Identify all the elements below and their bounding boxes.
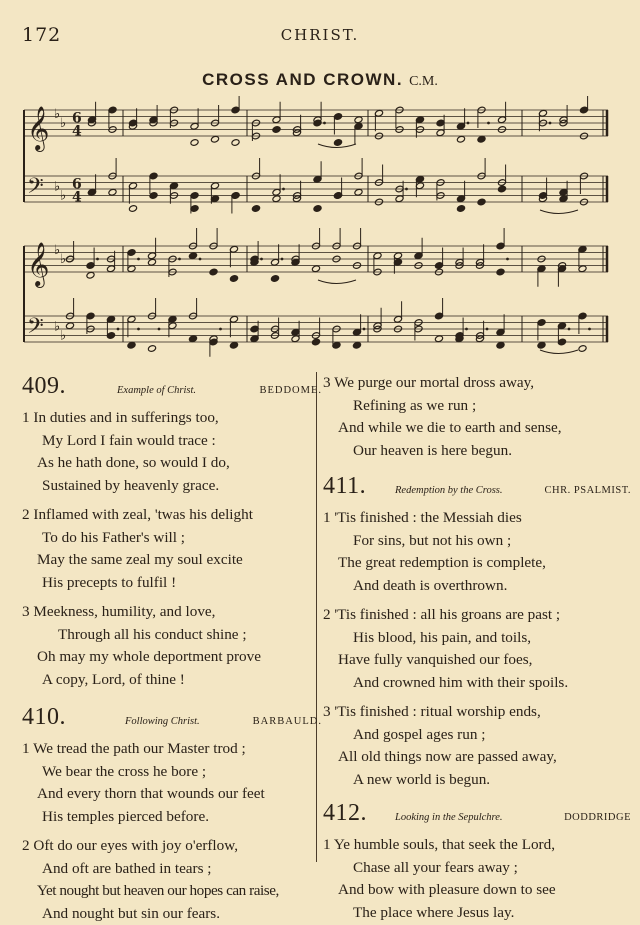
verse-line: His precepts to fulfil !: [22, 572, 322, 595]
stanza: [323, 701, 623, 791]
tune-name: CROSS AND CROWN.: [202, 70, 403, 89]
right-column: [323, 372, 623, 924]
augmentation-dot: [260, 258, 263, 261]
note-head: [496, 341, 505, 349]
verse-line: And oft are bathed in tears ;: [22, 858, 322, 881]
hymn-number: 412.: [323, 800, 367, 827]
stanza: [323, 604, 623, 694]
verse-line: 2 Oft do our eyes with joy o'erflow,: [22, 835, 322, 858]
slur: [540, 210, 578, 214]
verse-line: To do his Father's will ;: [22, 527, 322, 550]
hymn-subject: Looking in the Sepulchre.: [395, 812, 503, 823]
augmentation-dot: [467, 122, 470, 125]
verse-line: May the same zeal my soul excite: [22, 549, 322, 572]
verse-line: 3 Meekness, humility, and love,: [22, 601, 322, 624]
verse-line: 2 Inflamed with zeal, 'twas his delight: [22, 504, 322, 527]
verse-line: Refining as we run ;: [323, 395, 623, 418]
note-head: [334, 192, 343, 200]
flat-sign: ♭: [54, 107, 60, 122]
verse-line: Sustained by heavenly grace.: [22, 475, 322, 498]
augmentation-dot: [137, 258, 140, 261]
note-head: [477, 198, 486, 206]
augmentation-dot: [506, 258, 509, 261]
verse-line: A copy, Lord, of thine !: [22, 669, 322, 692]
note-head: [435, 335, 444, 343]
augmentation-dot: [486, 328, 489, 331]
verse-line: 3 'Tis finished : ritual worship ends,: [323, 701, 623, 724]
note-head: [148, 258, 157, 266]
augmentation-dot: [405, 188, 408, 191]
hymn-author: BEDDOME.: [259, 385, 322, 396]
hymn-author: CHR. PSALMIST.: [545, 485, 631, 496]
verse-line: Through all his conduct shine ;: [22, 624, 322, 647]
augmentation-dot: [137, 328, 140, 331]
flat-sign: ♭: [54, 319, 60, 334]
flat-sign: ♭: [54, 179, 60, 194]
slur: [540, 350, 578, 354]
hymn-number: 411.: [323, 473, 366, 500]
hymn-subject: Redemption by the Cross.: [395, 485, 503, 496]
stanza: [22, 601, 322, 691]
hymn-410-header: [22, 701, 322, 731]
note-head: [189, 335, 198, 343]
hymn-number: 409.: [22, 373, 66, 400]
verse-line: And crowned him with their spoils.: [323, 672, 623, 695]
stanza: [22, 504, 322, 594]
note-head: [354, 116, 363, 124]
flat-sign: ♭: [60, 328, 66, 343]
stanza: [22, 835, 322, 925]
note-head: [457, 205, 466, 213]
augmentation-dot: [199, 258, 202, 261]
verse-line: 1 In duties and in sufferings too,: [22, 407, 322, 430]
note-head: [271, 275, 280, 283]
hymn-409-header: [22, 370, 322, 400]
verse-line: Chase all your fears away ;: [323, 857, 623, 880]
augmentation-dot: [158, 328, 161, 331]
augmentation-dot: [281, 258, 284, 261]
page-number: 172: [22, 24, 61, 46]
hymn-author: BARBAULD.: [253, 716, 322, 727]
verse-line: And nought but sin our fears.: [22, 903, 322, 925]
augmentation-dot: [219, 328, 222, 331]
note-head: [189, 252, 198, 260]
hymn-number: 410.: [22, 704, 66, 731]
note-head: [272, 195, 281, 203]
verse-line: All old things now are passed away,: [323, 746, 623, 769]
note-head: [86, 271, 95, 279]
verse-line: And bow with pleasure down to see: [323, 879, 623, 902]
note-head: [354, 188, 363, 196]
verse-line: 1 'Tis finished : the Messiah dies: [323, 507, 623, 530]
hymn-subject: Following Christ.: [125, 716, 200, 727]
verse-line: Our heaven is here begun.: [323, 440, 623, 463]
verse-line: And gospel ages run ;: [323, 724, 623, 747]
note-head: [127, 341, 136, 349]
time-signature-top: 6: [72, 176, 82, 192]
note-head: [537, 341, 546, 349]
note-head: [272, 126, 281, 134]
note-head: [66, 322, 75, 330]
verse-line: And every thorn that wounds our feet: [22, 783, 322, 806]
verse-line: 1 We tread the path our Master trod ;: [22, 738, 322, 761]
bass-clef: 𝄢: [27, 314, 44, 344]
verse-line: The great redemption is complete,: [323, 552, 623, 575]
note-head: [230, 275, 239, 283]
flat-sign: ♭: [54, 243, 60, 258]
augmentation-dot: [487, 122, 490, 125]
bass-clef: 𝄢: [27, 174, 44, 204]
verse-line: 3 We purge our mortal dross away,: [323, 372, 623, 395]
note-head: [231, 192, 240, 200]
note-head: [209, 268, 218, 276]
augmentation-dot: [117, 328, 120, 331]
verse-line: 2 'Tis finished : all his groans are past ;: [323, 604, 623, 627]
augmentation-dot: [549, 122, 552, 125]
verse-line: His blood, his pain, and toils,: [323, 627, 623, 650]
note-head: [231, 139, 240, 147]
verse-line: Have fully vanquished our foes,: [323, 649, 623, 672]
verse-line: For sins, but not his own ;: [323, 530, 623, 553]
flat-sign: ♭: [60, 252, 66, 267]
verse-line: His temples pierced before.: [22, 806, 322, 829]
augmentation-dot: [588, 328, 591, 331]
augmentation-dot: [568, 328, 571, 331]
note-head: [190, 139, 199, 147]
note-head: [498, 185, 507, 193]
verse-line: 1 Ye humble souls, that seek the Lord,: [323, 834, 623, 857]
augmentation-dot: [282, 188, 285, 191]
verse-line: A new world is begun.: [323, 769, 623, 792]
note-head: [353, 341, 362, 349]
verse-line: We bear the cross he bore ;: [22, 761, 322, 784]
tune-meter: C.M.: [409, 74, 438, 89]
note-head: [578, 345, 587, 353]
augmentation-dot: [465, 328, 468, 331]
augmentation-dot: [363, 328, 366, 331]
note-head: [313, 205, 322, 213]
time-signature-bottom: 4: [72, 123, 82, 139]
verse-line: As he hath done, so would I do,: [22, 452, 322, 475]
note-head: [148, 345, 157, 353]
hymn-subject: Example of Christ.: [117, 385, 196, 396]
augmentation-dot: [323, 122, 326, 125]
flat-sign: ♭: [60, 116, 66, 131]
verse-line: My Lord I fain would trace :: [22, 430, 322, 453]
note-head: [129, 205, 138, 213]
verse-line: And death is overthrown.: [323, 575, 623, 598]
note-head: [312, 338, 321, 346]
note-head: [211, 135, 220, 143]
hymn-author: DODDRIDGE: [564, 812, 631, 823]
verse-line: Yet nought but heaven our hopes can raise,: [22, 880, 322, 903]
slur: [318, 280, 356, 284]
music-score: [0, 96, 640, 361]
time-signature-top: 6: [72, 110, 82, 126]
note-head: [457, 135, 466, 143]
treble-clef: 𝄞: [27, 242, 49, 288]
augmentation-dot: [96, 258, 99, 261]
note-head: [496, 268, 505, 276]
tune-title: [0, 70, 640, 90]
stanza: [323, 834, 623, 924]
treble-clef: 𝄞: [27, 106, 49, 152]
note-head: [334, 139, 343, 147]
note-head: [477, 135, 486, 143]
verse-line: And while we die to earth and sense,: [323, 417, 623, 440]
left-column: [22, 370, 322, 925]
augmentation-dot: [178, 258, 181, 261]
hymn-411-header: [323, 470, 623, 500]
note-head: [252, 205, 261, 213]
stanza: [22, 738, 322, 828]
hymn-412-header: [323, 797, 623, 827]
note-head: [312, 265, 321, 273]
stanza: [323, 372, 623, 462]
time-signature-bottom: 4: [72, 189, 82, 205]
stanza: [22, 407, 322, 497]
note-head: [108, 188, 117, 196]
note-head: [230, 341, 239, 349]
verse-line: The place where Jesus lay.: [323, 902, 623, 925]
verse-line: Oh may my whole deportment prove: [22, 646, 322, 669]
running-title: CHRIST.: [0, 26, 640, 44]
flat-sign: ♭: [60, 188, 66, 203]
stanza: [323, 507, 623, 597]
